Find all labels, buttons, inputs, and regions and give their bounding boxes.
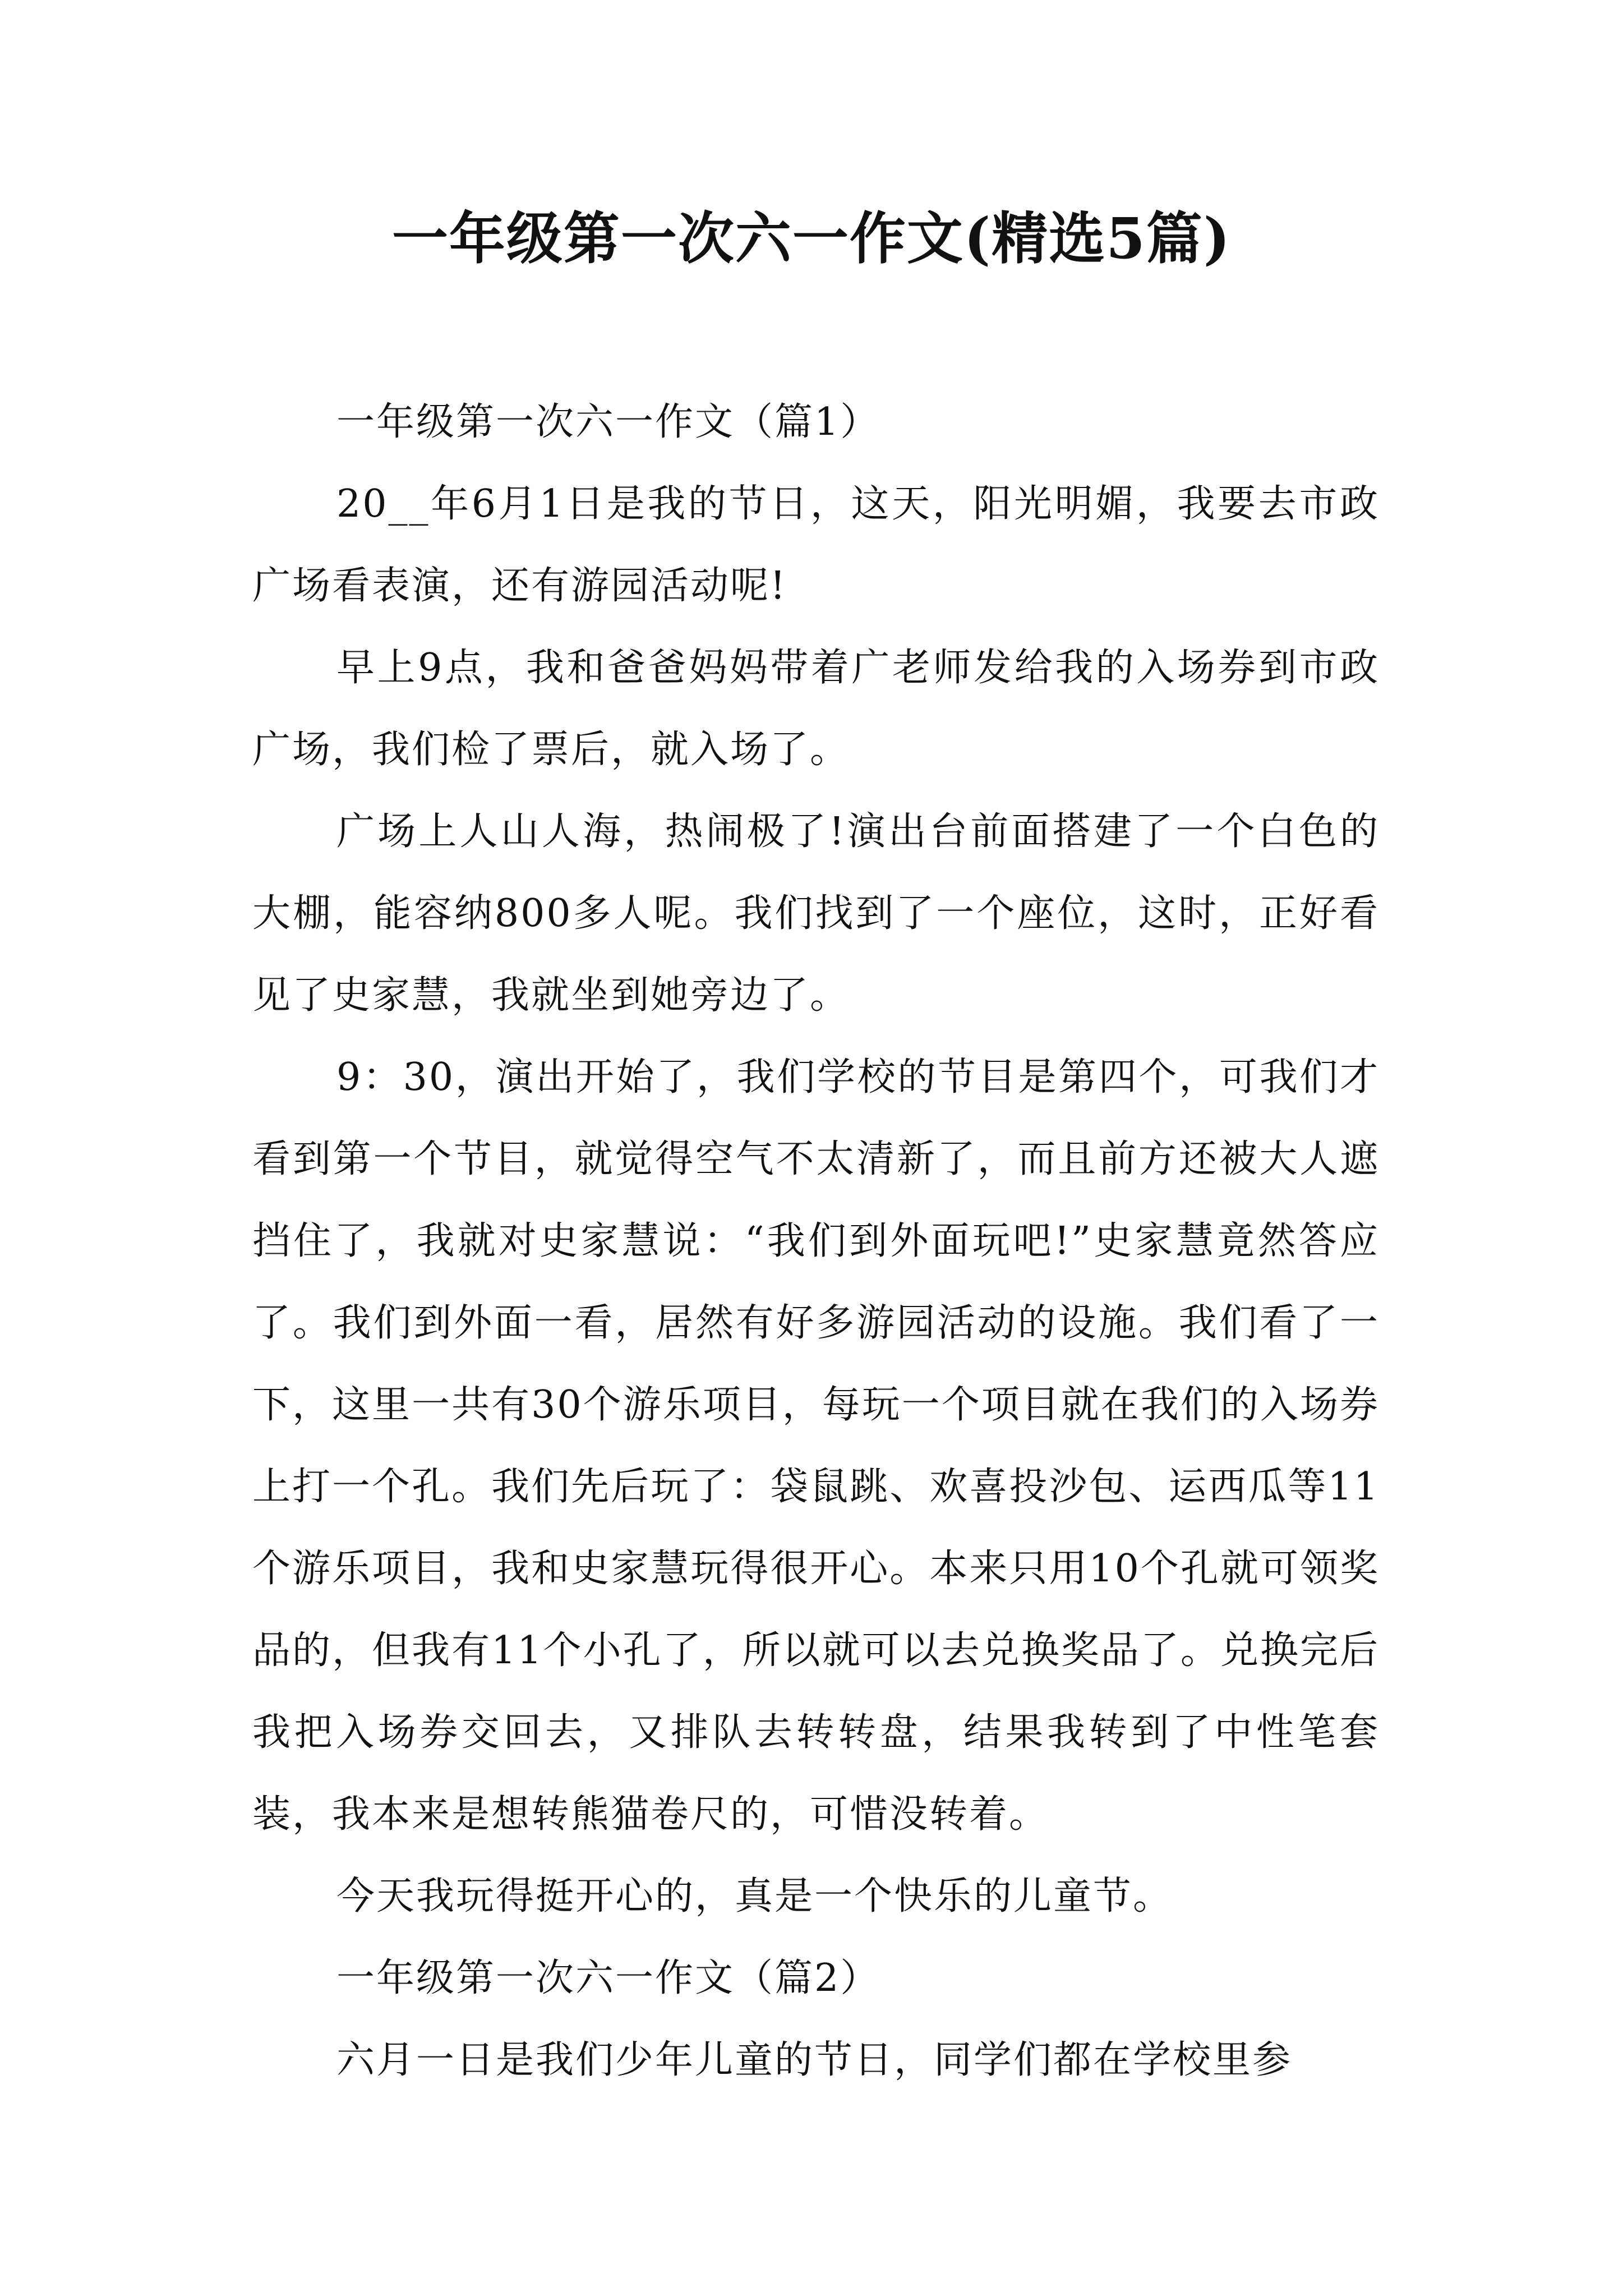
document-title: 一年级第一次六一作文(精选5篇)	[391, 205, 1232, 272]
section-heading-1: 一年级第一次六一作文（篇1）	[336, 400, 880, 444]
paragraph: 20__年6月1日是我的节日，这天，阳光明媚，我要去市政广场看表演，还有游园活动呢!	[252, 482, 1380, 608]
document-body	[252, 381, 1380, 2101]
paragraph: 今天我玩得挺开心的，真是一个快乐的儿童节。	[336, 1874, 1173, 1918]
paragraph: 9：30，演出开始了，我们学校的节目是第四个，可我们才看到第一个节目，就觉得空气不太清新了，而且前方还被大人遮挡住了，我就对史家慧说：“我们到外面玩吧!”史家慧竟然答应了。我们到外面一看，居然有好多游园活动的设施。我们看了一下，这里一共有30个游乐项目，每玩一个项目就在我们的入场券上打一个孔。我们先后玩了：袋鼠跳、欢喜投沙包、运西瓜等11个游乐项目，我和史家慧玩得很开心。本来只用10个孔就可领奖品的，但我有11个小孔了，所以就可以去兑换奖品了。兑换完后我把入场券交回去，又排队去转转盘，结果我转到了中性笔套装，我本来是想转熊猫卷尺的，可惜没转着。	[252, 1055, 1380, 1837]
paragraph: 早上9点，我和爸爸妈妈带着广老师发给我的入场券到市政广场，我们检了票后，就入场了。	[252, 646, 1380, 772]
section-heading-2: 一年级第一次六一作文（篇2）	[336, 1956, 880, 2000]
paragraph: 六月一日是我们少年儿童的节日，同学们都在学校里参	[336, 2038, 1293, 2082]
paragraph: 广场上人山人海，热闹极了!演出台前面搭建了一个白色的大棚，能容纳800多人呢。我们找到了一个座位，这时，正好看见了史家慧，我就坐到她旁边了。	[252, 809, 1380, 1018]
